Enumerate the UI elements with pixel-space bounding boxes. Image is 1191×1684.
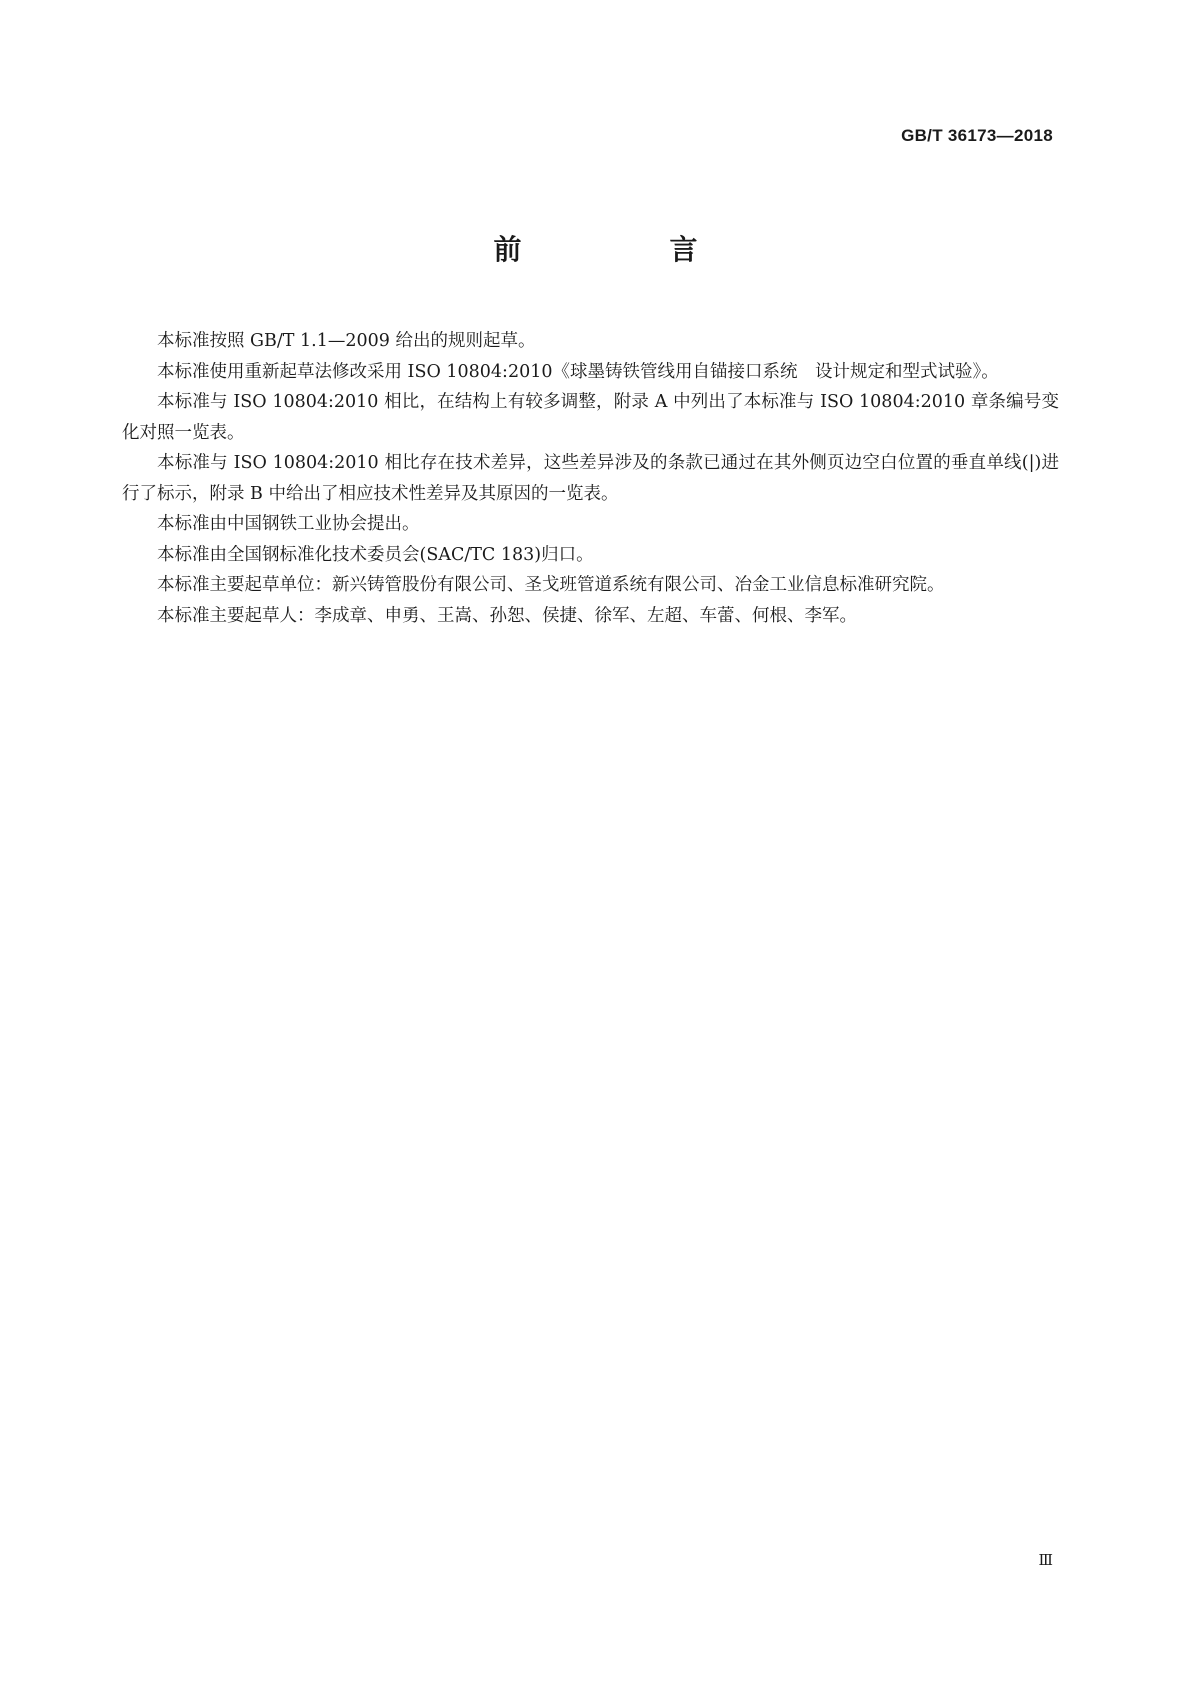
paragraph-proposed-by: 本标准由中国钢铁工业协会提出。 [157,514,420,534]
paragraph-adoption: 本标准使用重新起草法修改采用 ISO 10804:2010《球墨铸铁管线用自锚接口系统 设计规定和型式试验》。 [157,361,999,382]
page-title: 前 言 [493,233,758,266]
paragraph-centralized-by: 本标准由全国钢标准化技术委员会(SAC/TC 183)归口。 [157,544,594,565]
paragraph-drafters: 本标准主要起草人：李成章、申勇、王嵩、孙恕、侯捷、徐军、左超、车蕾、何根、李军。 [157,605,857,626]
paragraph-technical-differences: 本标准与 ISO 10804:2010 相比存在技术差异，这些差异涉及的条款已通过在其外侧页边空白位置的垂直单线(|)进行了标示，附录 B 中给出了相应技术性差异及其原因的一览表。 [122,453,1059,504]
paragraph-drafting-units: 本标准主要起草单位：新兴铸管股份有限公司、圣戈班管道系统有限公司、冶金工业信息标准研究院。 [157,575,945,595]
page-number: Ⅲ [1038,1551,1053,1569]
paragraph-structure-changes: 本标准与 ISO 10804:2010 相比，在结构上有较多调整，附录 A 中列出了本标准与 ISO 10804:2010 章条编号变化对照一览表。 [122,392,1059,443]
preface-body [122,326,1059,631]
paragraph-drafting-rules: 本标准按照 GB/T 1.1—2009 给出的规则起草。 [157,331,536,351]
standard-code: GB/T 36173—2018 [901,126,1053,145]
